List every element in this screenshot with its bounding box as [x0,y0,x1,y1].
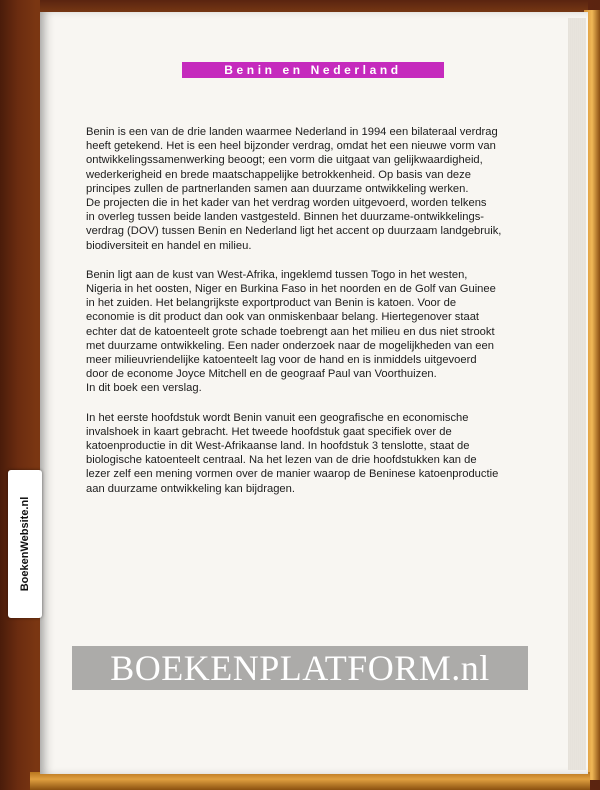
paragraph [86,411,556,496]
text-line: heeft getekend. Het is een heel bijzonder verdrag, omdat het een nieuwe vorm van [86,140,496,153]
page-fore-edge [568,18,586,770]
text-line: in het zuiden. Het belangrijkste exportproduct van Benin is katoen. Voor de [86,297,457,310]
body-text [86,125,556,511]
bookmark-tab [8,470,42,618]
text-line: Benin ligt aan de kust van West-Afrika, ingeklemd tussen Togo in het westen, [86,268,468,281]
title-band [182,62,444,78]
text-line: economie is dit product dan ook van onmiskenbaar belang. Hiertegenover staat [86,311,480,324]
text-line: met duurzame ontwikkeling. Een nader onderzoek naar de mogelijkheden van een [86,339,494,352]
page-title: Benin en Nederland [224,63,402,77]
paragraph [86,268,556,396]
text-line: De projecten die in het kader van het verdrag worden uitgevoerd, worden telkens [86,197,487,210]
text-line: door de econome Joyce Mitchell en de geograaf Paul van Voorthuizen. [86,368,437,381]
text-line: lezer zelf een mening vormen over de manier waarop de Beninese katoenproductie [86,468,499,481]
watermark-text: BOEKENPLATFORM.nl [110,648,490,688]
bookmark-tab-label: BoekenWebsite.nl [19,496,31,592]
text-line: katoenproductie in dit West-Afrikaanse land. In hoofdstuk 3 tenslotte, staat de [86,440,470,453]
text-line: biodiversiteit en handel en milieu. [86,239,252,252]
text-line: ontwikkelingssamenwerking beoogt; een vorm die uitgaat van gelijkwaardigheid, [86,154,483,167]
text-line: in overleg tussen beide landen vastgesteld. Binnen het duurzame-ontwikkelings- [86,211,485,224]
text-line: aan duurzame ontwikkeling kan bijdragen. [86,482,295,495]
paragraph [86,125,556,253]
text-line: Nigeria in het oosten, Niger en Burkina Faso in het noorden en de Golf van Guinee [86,283,496,296]
text-line: echter dat de katoenteelt grote schade toebrengt aan het milieu en dus niet strookt [86,325,495,338]
text-line: principes zullen de partnerlanden samen aan duurzame ontwikkeling werken. [86,182,469,195]
text-line: In het eerste hoofdstuk wordt Benin vanuit een geografische en economische [86,411,469,424]
watermark-band [72,646,528,690]
cover-bottom-edge [30,772,590,790]
text-line: wederkerigheid en brede maatschappelijke betrokkenheid. Op basis van deze [86,168,471,181]
text-line: In dit boek een verslag. [86,382,202,395]
text-line: biologische katoenteelt centraal. Na het lezen van de drie hoofdstukken kan de [86,454,477,467]
text-line: verdrag (DOV) tussen Benin en Nederland ligt het accent op duurzaam landgebruik, [86,225,502,238]
text-line: Benin is een van de drie landen waarmee Nederland in 1994 een bilateraal verdrag [86,126,498,138]
text-line: meer milieuvriendelijke katoenteelt lag voor de hand en is inmiddels uitgevoerd [86,354,477,367]
text-line: invalshoek in kaart gebracht. Het tweede hoofdstuk gaat specifiek over de [86,425,452,438]
